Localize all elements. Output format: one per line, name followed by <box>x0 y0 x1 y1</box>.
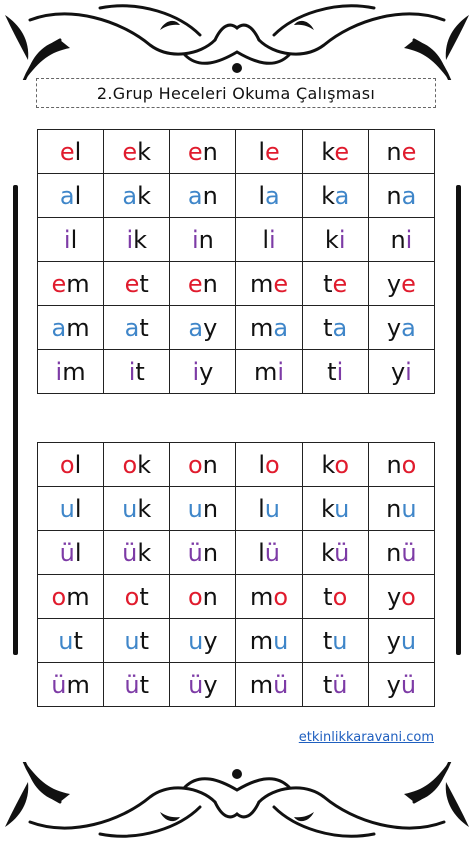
syllable-cell <box>170 663 236 707</box>
syllable-cell <box>302 487 368 531</box>
syllable-cell <box>104 262 170 306</box>
syllable-cell <box>104 663 170 707</box>
syllable-letter: k <box>321 450 335 479</box>
syllable-cell <box>302 262 368 306</box>
syllable-letter: o <box>401 450 417 479</box>
syllable-letter: n <box>202 181 218 210</box>
syllable-letter: k <box>321 494 335 523</box>
syllable-letter: ü <box>332 670 348 699</box>
syllable-letter: i <box>336 357 344 386</box>
syllable-letter: i <box>126 225 134 254</box>
syllable-cell <box>104 174 170 218</box>
syllable-letter: e <box>187 137 203 166</box>
syllable-cell <box>104 218 170 262</box>
syllable-letter: a <box>59 181 75 210</box>
syllable-letter: ü <box>59 538 75 567</box>
syllable-letter: m <box>249 313 274 342</box>
syllable-letter: u <box>400 626 417 655</box>
table-row <box>38 262 435 306</box>
syllable-letter: k <box>321 137 335 166</box>
syllable-letter: o <box>51 582 67 611</box>
syllable-letter: o <box>334 450 350 479</box>
syllable-letter: e <box>124 269 140 298</box>
syllable-letter: i <box>191 225 199 254</box>
syllable-letter: u <box>59 494 75 523</box>
syllable-letter: a <box>401 313 416 342</box>
table-row <box>38 174 435 218</box>
syllable-letter: ü <box>401 538 417 567</box>
syllable-cell <box>104 531 170 575</box>
syllable-letter: i <box>405 225 413 254</box>
syllable-cell <box>38 531 104 575</box>
syllable-letter: l <box>74 137 82 166</box>
syllable-cell <box>170 350 236 394</box>
syllable-cell <box>368 487 434 531</box>
syllable-letter: n <box>202 494 219 523</box>
syllable-cell <box>38 487 104 531</box>
syllable-letter: t <box>139 582 149 611</box>
syllable-letter: y <box>386 626 401 655</box>
syllable-letter: u <box>401 494 417 523</box>
syllable-letter: y <box>386 670 401 699</box>
left-border-line <box>13 185 18 655</box>
syllable-letter: l <box>74 538 82 567</box>
syllable-cell <box>236 130 302 174</box>
syllable-cell <box>236 262 302 306</box>
syllable-cell <box>302 130 368 174</box>
syllable-letter: a <box>265 181 280 210</box>
syllable-letter: e <box>265 137 280 166</box>
syllable-letter: ü <box>334 538 350 567</box>
syllable-letter: y <box>203 626 218 655</box>
syllable-letter: m <box>66 269 90 298</box>
syllable-cell <box>368 130 434 174</box>
syllable-letter: t <box>139 626 150 655</box>
syllable-cell <box>368 262 434 306</box>
syllable-cell <box>38 218 104 262</box>
syllable-letter: ü <box>124 670 140 699</box>
syllable-letter: o <box>332 582 348 611</box>
table-row <box>38 487 435 531</box>
syllable-cell <box>302 350 368 394</box>
syllable-cell <box>38 306 104 350</box>
syllable-cell <box>170 306 236 350</box>
top-ornament-icon <box>0 0 474 80</box>
syllable-letter: y <box>203 313 218 342</box>
syllable-letter: o <box>122 450 138 479</box>
syllable-letter: u <box>332 626 348 655</box>
website-link[interactable]: etkinlikkaravani.com <box>298 730 434 745</box>
syllable-letter: y <box>386 269 402 298</box>
syllable-letter: y <box>386 313 402 342</box>
syllable-letter: k <box>321 181 335 210</box>
syllable-cell <box>170 531 236 575</box>
syllable-letter: n <box>202 538 219 567</box>
syllable-letter: a <box>124 313 140 342</box>
syllable-letter: a <box>122 181 138 210</box>
syllable-letter: t <box>322 670 333 699</box>
syllable-cell <box>236 487 302 531</box>
syllable-letter: ü <box>122 538 138 567</box>
syllable-letter: m <box>249 269 274 298</box>
syllable-cell <box>302 575 368 619</box>
syllable-cell <box>38 575 104 619</box>
syllable-letter: n <box>198 225 214 254</box>
syllable-letter: m <box>66 313 90 342</box>
syllable-letter: u <box>188 626 204 655</box>
syllable-cell <box>170 218 236 262</box>
syllable-letter: i <box>338 225 346 254</box>
syllable-letter: i <box>405 357 412 386</box>
syllable-letter: i <box>269 225 276 254</box>
syllable-letter: m <box>66 670 90 699</box>
syllable-letter: t <box>327 357 337 386</box>
syllable-letter: a <box>334 181 350 210</box>
syllable-cell <box>302 306 368 350</box>
syllable-letter: k <box>137 494 152 523</box>
right-border-line <box>456 185 461 655</box>
syllable-letter: t <box>135 357 145 386</box>
syllable-letter: a <box>51 313 67 342</box>
syllable-letter: t <box>322 626 333 655</box>
syllable-letter: n <box>386 494 402 523</box>
syllable-cell <box>368 174 434 218</box>
syllable-cell <box>368 218 434 262</box>
syllable-letter: l <box>258 450 266 479</box>
syllable-letter: u <box>264 494 280 523</box>
syllable-letter: ü <box>51 670 67 699</box>
syllable-cell <box>104 130 170 174</box>
syllable-letter: m <box>62 357 86 386</box>
syllable-letter: n <box>202 582 218 611</box>
table-row <box>38 575 435 619</box>
syllable-letter: t <box>139 313 149 342</box>
syllable-letter: e <box>187 269 203 298</box>
table-row <box>38 663 435 707</box>
syllable-cell <box>368 350 434 394</box>
syllable-letter: k <box>137 137 152 166</box>
syllable-letter: n <box>390 225 406 254</box>
syllable-letter: l <box>258 494 265 523</box>
syllable-letter: l <box>262 225 270 254</box>
syllable-letter: l <box>74 181 82 210</box>
syllable-letter: a <box>273 313 289 342</box>
syllable-cell <box>236 306 302 350</box>
syllable-cell <box>104 350 170 394</box>
syllable-letter: n <box>386 450 402 479</box>
syllable-cell <box>104 619 170 663</box>
syllable-letter: e <box>332 269 348 298</box>
table-row <box>38 531 435 575</box>
syllable-letter: n <box>386 181 402 210</box>
syllable-letter: y <box>199 357 214 386</box>
syllable-letter: n <box>386 538 402 567</box>
syllable-letter: u <box>122 494 138 523</box>
syllable-cell <box>104 306 170 350</box>
syllable-cell <box>236 218 302 262</box>
syllable-letter: e <box>401 269 416 298</box>
syllable-letter: y <box>386 582 402 611</box>
syllable-letter: o <box>401 582 416 611</box>
syllable-letter: a <box>332 313 348 342</box>
syllable-cell <box>170 443 236 487</box>
syllable-letter: i <box>55 357 63 386</box>
syllable-letter: u <box>273 626 289 655</box>
syllable-letter: ü <box>400 670 417 699</box>
syllable-letter: t <box>323 313 333 342</box>
syllable-cell <box>104 443 170 487</box>
syllable-letter: t <box>323 582 333 611</box>
syllable-letter: l <box>74 450 82 479</box>
syllable-letter: k <box>137 450 152 479</box>
syllable-letter: i <box>277 357 285 386</box>
syllable-cell <box>104 487 170 531</box>
table-row <box>38 443 435 487</box>
syllable-letter: ü <box>188 670 204 699</box>
syllable-letter: u <box>187 494 203 523</box>
table-row <box>38 350 435 394</box>
table-row <box>38 130 435 174</box>
syllable-cell <box>236 350 302 394</box>
syllable-letter: u <box>334 494 350 523</box>
bottom-ornament-icon <box>0 762 474 842</box>
syllable-letter: ü <box>264 538 280 567</box>
syllable-table-1 <box>37 129 435 394</box>
syllable-letter: y <box>203 670 218 699</box>
syllable-cell <box>38 174 104 218</box>
syllable-letter: k <box>321 538 335 567</box>
syllable-cell <box>236 663 302 707</box>
syllable-cell <box>104 575 170 619</box>
syllable-letter: m <box>249 670 274 699</box>
syllable-letter: t <box>323 269 333 298</box>
syllable-letter: o <box>124 582 140 611</box>
syllable-letter: e <box>401 137 417 166</box>
table-row <box>38 218 435 262</box>
syllable-letter: l <box>70 225 78 254</box>
syllable-letter: t <box>73 626 83 655</box>
syllable-letter: n <box>202 450 218 479</box>
syllable-letter: i <box>192 357 200 386</box>
syllable-letter: o <box>59 450 75 479</box>
syllable-letter: e <box>334 137 350 166</box>
syllable-letter: o <box>187 450 203 479</box>
syllable-cell <box>302 663 368 707</box>
syllable-letter: y <box>390 357 406 386</box>
syllable-cell <box>38 262 104 306</box>
syllable-letter: e <box>273 269 289 298</box>
syllable-letter: m <box>66 582 90 611</box>
syllable-letter: l <box>258 137 265 166</box>
syllable-cell <box>38 619 104 663</box>
syllable-letter: k <box>137 181 152 210</box>
syllable-letter: t <box>139 269 149 298</box>
syllable-letter: m <box>254 357 278 386</box>
syllable-letter: o <box>273 582 289 611</box>
syllable-cell <box>368 531 434 575</box>
syllable-letter: o <box>187 582 203 611</box>
syllable-cell <box>302 218 368 262</box>
syllable-cell <box>368 619 434 663</box>
syllable-cell <box>302 531 368 575</box>
syllable-letter: u <box>124 626 140 655</box>
syllable-letter: n <box>202 269 218 298</box>
syllable-cell <box>170 174 236 218</box>
syllable-cell <box>38 443 104 487</box>
syllable-cell <box>170 262 236 306</box>
syllable-cell <box>170 487 236 531</box>
syllable-table-2 <box>37 442 435 707</box>
syllable-cell <box>170 130 236 174</box>
syllable-letter: i <box>128 357 136 386</box>
syllable-letter: k <box>137 538 152 567</box>
syllable-letter: n <box>386 137 402 166</box>
syllable-letter: u <box>58 626 74 655</box>
syllable-cell <box>38 350 104 394</box>
syllable-letter: n <box>202 137 218 166</box>
syllable-letter: m <box>249 626 274 655</box>
syllable-cell <box>236 575 302 619</box>
syllable-letter: l <box>258 538 265 567</box>
syllable-letter: a <box>187 181 203 210</box>
syllable-cell <box>302 443 368 487</box>
syllable-letter: t <box>139 670 150 699</box>
syllable-cell <box>236 619 302 663</box>
page-title: 2.Grup Heceleri Okuma Çalışması <box>36 78 436 108</box>
syllable-cell <box>236 443 302 487</box>
syllable-letter: m <box>250 582 274 611</box>
syllable-letter: l <box>258 181 266 210</box>
syllable-letter: ü <box>187 538 203 567</box>
syllable-letter: e <box>59 137 75 166</box>
syllable-letter: a <box>188 313 204 342</box>
syllable-cell <box>368 575 434 619</box>
syllable-cell <box>302 174 368 218</box>
syllable-cell <box>170 619 236 663</box>
syllable-cell <box>368 663 434 707</box>
syllable-letter: e <box>51 269 67 298</box>
syllable-cell <box>368 443 434 487</box>
syllable-cell <box>368 306 434 350</box>
table-row <box>38 619 435 663</box>
syllable-cell <box>38 130 104 174</box>
syllable-letter: ü <box>273 670 289 699</box>
syllable-letter: k <box>133 225 148 254</box>
syllable-letter: o <box>265 450 280 479</box>
syllable-letter: i <box>63 225 71 254</box>
syllable-cell <box>38 663 104 707</box>
syllable-letter: a <box>401 181 417 210</box>
syllable-cell <box>302 619 368 663</box>
syllable-cell <box>236 174 302 218</box>
syllable-cell <box>170 575 236 619</box>
syllable-cell <box>236 531 302 575</box>
syllable-letter: e <box>122 137 138 166</box>
table-row <box>38 306 435 350</box>
syllable-letter: l <box>74 494 82 523</box>
syllable-letter: k <box>324 225 339 254</box>
